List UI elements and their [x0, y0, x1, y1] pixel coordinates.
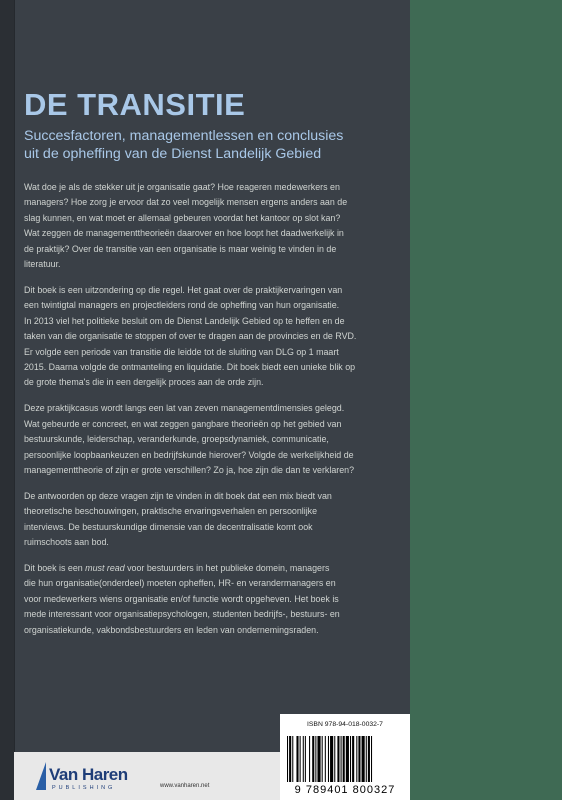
text-line: persoonlijke loopbaankeuzen en bedrijfskunde hierover? Volgde de werkelijkheid de [24, 449, 354, 460]
text-line: De antwoorden op deze vragen zijn te vinden in dit boek dat een mix biedt van [24, 490, 332, 501]
isbn-label: ISBN 978-94-018-0032-7 [307, 721, 383, 728]
text-line: een twintigtal managers en projectleiders rond de opheffing van hun organisatie. [24, 300, 340, 311]
barcode-digits: 9 789401 800327 [294, 784, 396, 796]
text-line: ruimschoots aan bod. [24, 537, 109, 548]
book-title: DE TRANSITIE [24, 87, 246, 122]
publisher-sub: PUBLISHING [52, 785, 116, 791]
text-line: managementtheorie of zijn er grote verschillen? Zo ja, hoe zijn die dan te verklaren? [24, 464, 355, 475]
text-line: Wat gebeurde er concreet, en wat zeggen gangbare theorieën op het gebied van [24, 418, 342, 429]
subtitle-line: uit de opheffing van de Dienst Landelijk Gebied [24, 145, 322, 162]
blurb [24, 180, 394, 638]
text-line: interviews. De bestuurskundige dimensie van de decentralisatie komt ook [24, 521, 313, 532]
text-line [24, 561, 394, 576]
text-line: 2015. Daarna volgde de ontmanteling en liquidatie. Dit boek biedt een unieke blik op [24, 361, 356, 372]
text-line: Dit boek is een uitzondering op die regel. Het gaat over de praktijkervaringen van [24, 284, 343, 295]
text-line: In 2013 viel het politieke besluit om de Dienst Landelijk Gebied op te heffen en de [24, 315, 345, 326]
text-line: managers? Hoe zorg je ervoor dat zo veel mogelijk mensen ergens anders aan de [24, 197, 348, 208]
text-line: literatuur. [24, 259, 61, 270]
blurb-paragraph-1 [24, 180, 394, 272]
text-line: slag kunnen, en wat moet er allemaal gebeuren voordat het kantoor op slot kan? [24, 212, 341, 223]
logo-mark-icon [36, 762, 46, 790]
isbn-barcode-box [280, 714, 410, 800]
text-panel [24, 88, 394, 648]
barcode-icon [287, 736, 403, 782]
blurb-paragraph-5 [24, 561, 394, 638]
text-line: Er volgde een periode van transitie die leidde tot de sluiting van DLG op 1 maart [24, 346, 339, 357]
text-line: de praktijk? Over de transitie van een organisatie is maar weinig te vinden in de [24, 243, 337, 254]
blurb-paragraph-3 [24, 401, 394, 478]
text-line: taken van die organisatie te stoppen of over te dragen aan de provincies en de RVD. [24, 331, 357, 342]
text-line: Deze praktijkcasus wordt langs een lat van zeven managementdimensies gelegd. [24, 403, 345, 414]
blurb-paragraph-4 [24, 489, 394, 551]
text-fragment: Dit boek is een [24, 562, 86, 573]
book-spine [0, 0, 14, 800]
publisher-logo [36, 756, 156, 796]
text-line: de grote thema's die in een dergelijk proces aan de orde zijn. [24, 377, 264, 388]
publisher-name: Van Haren [49, 765, 128, 784]
text-line: organisatiekunde, vakbondsbestuurders en leden van ondernemingsraden. [24, 624, 319, 635]
text-line: theoretische beschouwingen, praktische ervaringsverhalen en persoonlijke [24, 506, 318, 517]
book-subtitle [24, 128, 394, 163]
text-line: bestuurskunde, leiderschap, veranderkunde, groepsdynamiek, communicatie, [24, 434, 329, 445]
subtitle-line: Succesfactoren, managementlessen en conclusies [24, 128, 344, 144]
text-line: die hun organisatie(onderdeel) moeten opheffen, HR- en verandermanagers en [24, 578, 336, 589]
text-fragment: voor bestuurders in het publieke domein, managers [127, 562, 330, 573]
text-line: voor medewerkers wiens organisatie en/of functie wordt opgeheven. Het boek is [24, 593, 339, 604]
text-line: Wat doe je als de stekker uit je organisatie gaat? Hoe reageren medewerkers en [24, 182, 340, 192]
blurb-paragraph-2 [24, 283, 394, 391]
publisher-website[interactable]: www.vanharen.net [160, 783, 210, 789]
emphasis-text: must read [85, 562, 125, 573]
text-line: mede interessant voor organisatiepsychologen, studenten bedrijfs-, bestuurs- en [24, 609, 340, 620]
text-line: Wat zeggen de managementtheorieën daarover en hoe loopt het daadwerkelijk in [24, 228, 344, 239]
green-side-panel [410, 0, 562, 800]
